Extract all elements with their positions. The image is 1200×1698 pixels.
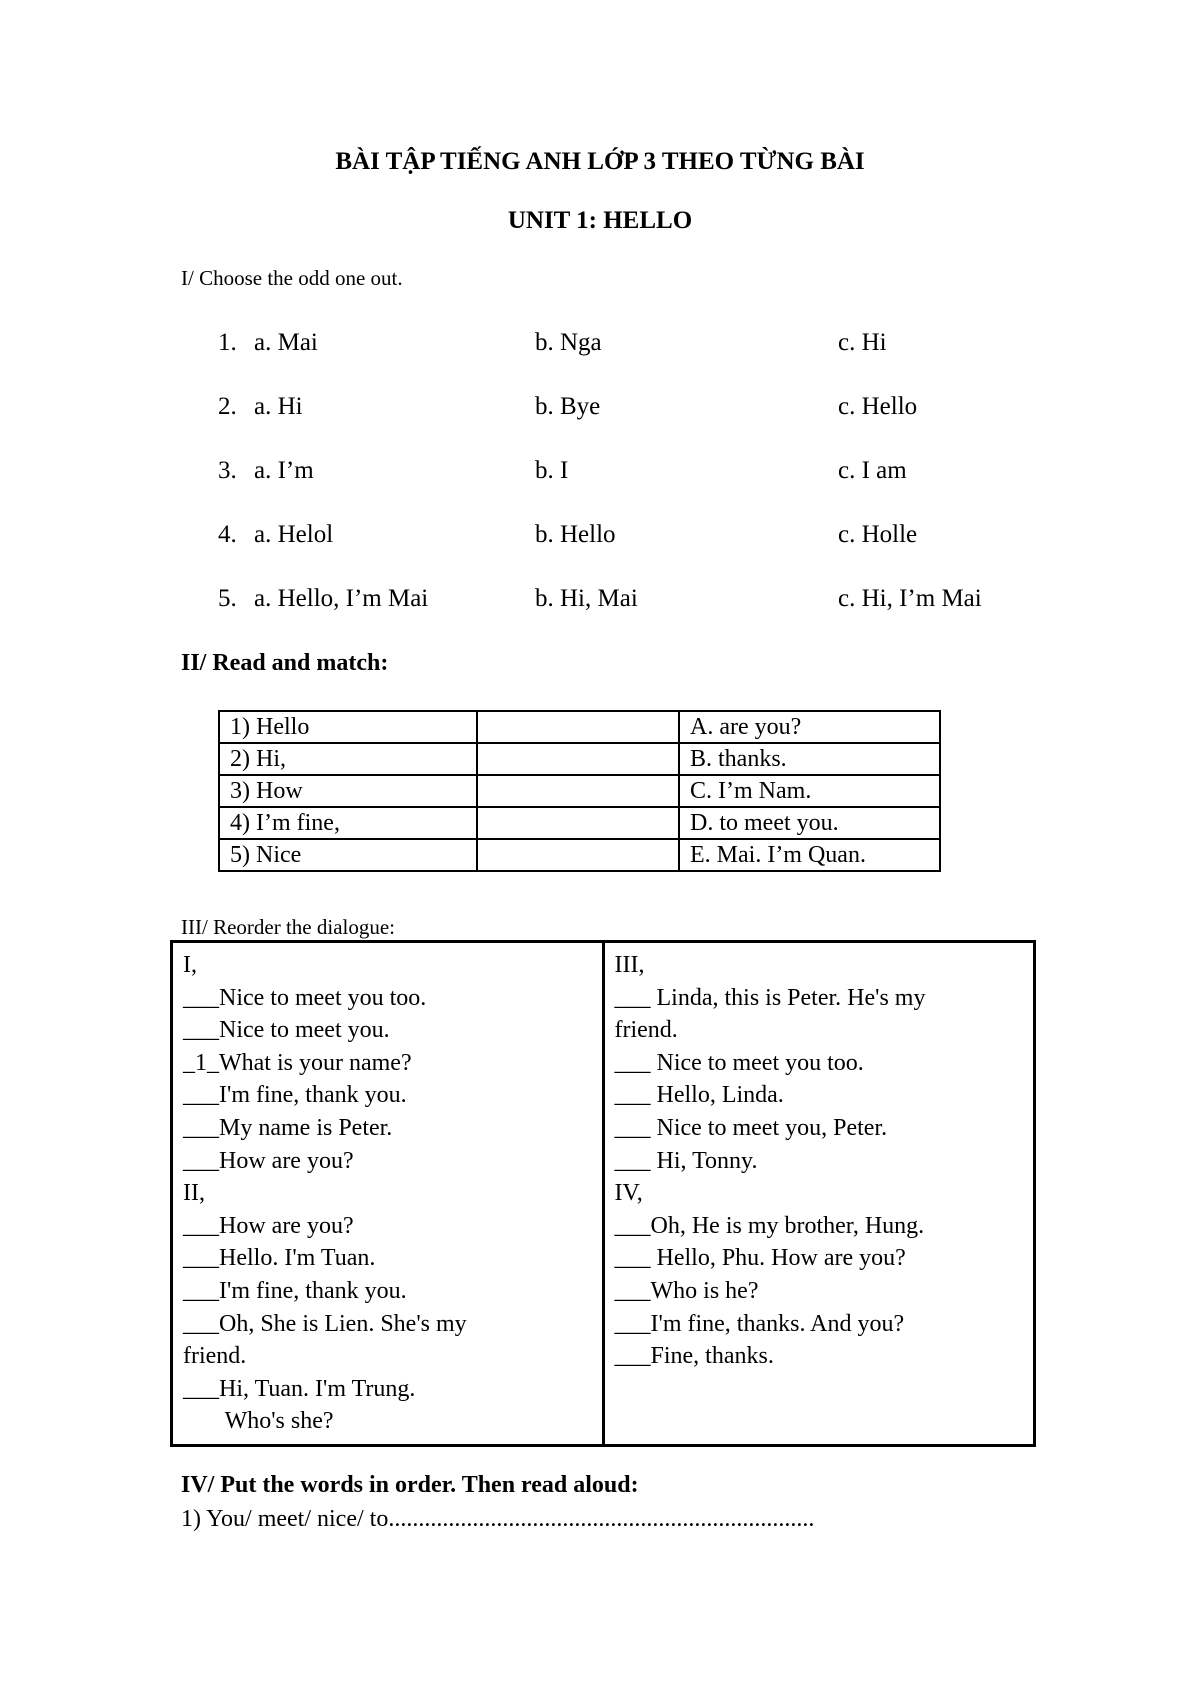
dialogue-line: Who's she?	[183, 1408, 334, 1435]
table-row	[172, 942, 1035, 1446]
dialogue-line: ___How are you?	[183, 1147, 354, 1174]
dialogue-line: ___Hi, Tuan. I'm Trung.	[183, 1375, 416, 1402]
dialogue-line: ___Fine, thanks.	[614, 1343, 774, 1370]
dialogue-line: ___Nice to meet you.	[183, 1017, 390, 1044]
dialogue-line: ___Nice to meet you too.	[183, 984, 427, 1011]
option-a: a. Hi	[254, 393, 303, 420]
option-b: b. Hello	[535, 521, 616, 548]
option-c: c. Hello	[838, 393, 918, 420]
word-order-item	[181, 1506, 814, 1533]
match-left: 4) I’m fine,	[219, 807, 477, 839]
match-left: 1) Hello	[219, 711, 477, 743]
dialogue-line: ___ Hello, Phu. How are you?	[614, 1245, 906, 1272]
dialogue-line: ___Hello. I'm Tuan.	[183, 1245, 376, 1272]
option-b: b. Hi, Mai	[535, 585, 638, 612]
table-row	[219, 775, 940, 807]
dialogue-line: ___My name is Peter.	[183, 1114, 393, 1141]
dialogue-line: ___Who is he?	[614, 1277, 759, 1304]
section-1-heading: I/ Choose the odd one out.	[181, 266, 403, 290]
section-2-heading: II/ Read and match:	[181, 650, 389, 676]
dialogue-line: ___ Nice to meet you, Peter.	[614, 1114, 888, 1141]
dialogue-line: III,	[614, 952, 645, 978]
table-row	[219, 807, 940, 839]
section-3-heading: III/ Reorder the dialogue:	[181, 915, 395, 939]
item-number: 5.	[218, 585, 237, 612]
option-c: c. Hi	[838, 329, 887, 356]
match-left: 2) Hi,	[219, 743, 477, 775]
match-right: B. thanks.	[679, 743, 940, 775]
dialogue-line: I,	[183, 952, 197, 978]
option-c: c. I am	[838, 457, 907, 484]
option-a: a. Hello, I’m Mai	[254, 585, 429, 612]
dialogue-line: ___Oh, He is my brother, Hung.	[614, 1212, 925, 1239]
unit-title: UNIT 1: HELLO	[507, 207, 693, 234]
option-b: b. Bye	[535, 393, 601, 420]
table-row	[219, 743, 940, 775]
match-left: 3) How	[219, 775, 477, 807]
option-b: b. I	[535, 457, 569, 484]
page-title: BÀI TẬP TIẾNG ANH LỚP 3 THEO TỪNG BÀI	[335, 148, 865, 175]
match-table	[218, 710, 941, 872]
dialogue-line: ___ Hello, Linda.	[614, 1082, 784, 1109]
match-left: 5) Nice	[219, 839, 477, 871]
dialogue-line: ___I'm fine, thank you.	[183, 1277, 407, 1304]
dialogue-line: ___ Nice to meet you too.	[614, 1049, 864, 1076]
item-number: 3.	[218, 457, 237, 484]
dialogue-line: ___ Linda, this is Peter. He's my	[614, 984, 926, 1011]
dialogue-line: ___Oh, She is Lien. She's my	[183, 1310, 467, 1337]
match-answer-cell[interactable]	[477, 807, 679, 839]
match-right: E. Mai. I’m Quan.	[679, 839, 940, 871]
match-answer-cell[interactable]	[477, 711, 679, 743]
dialogue-table	[170, 940, 1036, 1447]
match-right: A. are you?	[679, 711, 940, 743]
match-answer-cell[interactable]	[477, 775, 679, 807]
dialogue-line: ___How are you?	[183, 1212, 354, 1239]
dialogue-line: II,	[183, 1180, 205, 1207]
dialogue-line: ___I'm fine, thank you.	[183, 1082, 407, 1109]
dialogue-line: friend.	[183, 1343, 247, 1370]
answer-blank[interactable]: ......................................................................	[394, 1506, 815, 1532]
match-answer-cell[interactable]	[477, 743, 679, 775]
dialogue-left-column	[172, 942, 604, 1446]
table-row	[219, 839, 940, 871]
word-order-prompt: 1) You/ meet/ nice/ to.	[181, 1506, 395, 1532]
option-c: c. Holle	[838, 521, 918, 548]
option-c: c. Hi, I’m Mai	[838, 585, 982, 612]
dialogue-line: _1_What is your name?	[183, 1049, 412, 1076]
option-b: b. Nga	[535, 329, 602, 356]
section-4-heading: IV/ Put the words in order. Then read aloud:	[181, 1472, 639, 1498]
dialogue-line: IV,	[614, 1180, 643, 1207]
dialogue-right-column	[603, 942, 1035, 1446]
match-right: C. I’m Nam.	[679, 775, 940, 807]
dialogue-line: friend.	[614, 1017, 678, 1044]
option-a: a. Mai	[254, 329, 318, 356]
option-a: a. Helol	[254, 521, 334, 548]
match-right: D. to meet you.	[679, 807, 940, 839]
dialogue-line: ___ Hi, Tonny.	[614, 1147, 758, 1174]
item-number: 2.	[218, 393, 237, 420]
option-a: a. I’m	[254, 457, 314, 484]
match-answer-cell[interactable]	[477, 839, 679, 871]
item-number: 1.	[218, 329, 237, 356]
table-row	[219, 711, 940, 743]
item-number: 4.	[218, 521, 237, 548]
dialogue-line: ___I'm fine, thanks. And you?	[614, 1310, 905, 1337]
